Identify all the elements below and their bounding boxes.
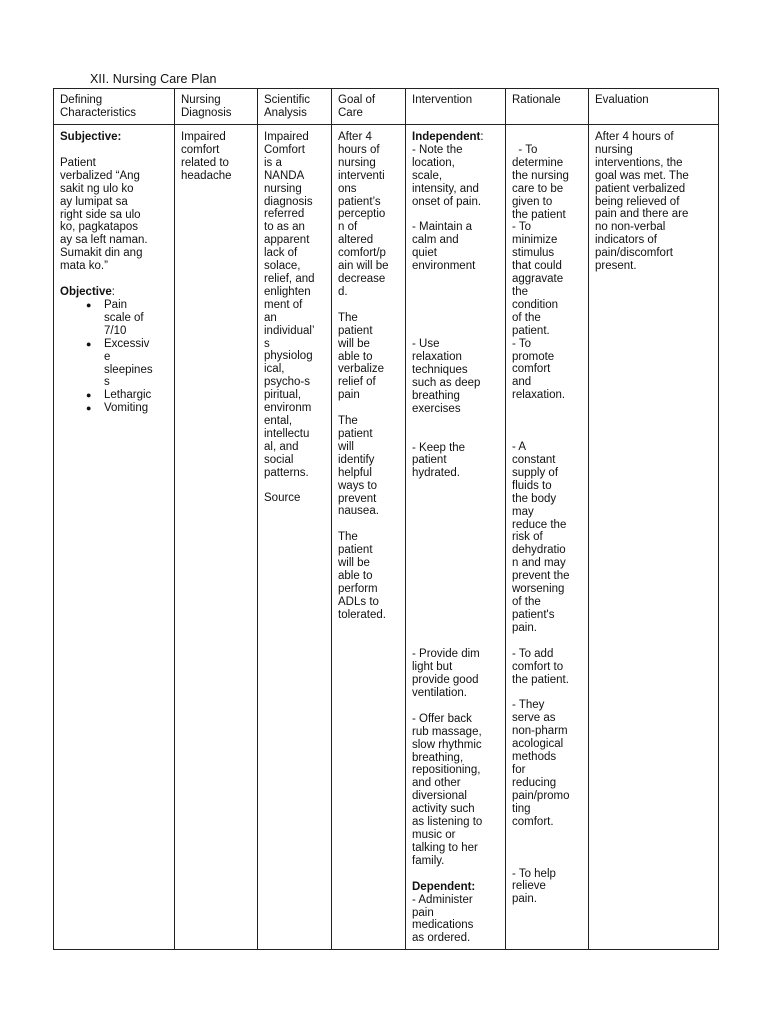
independent-label: Independent bbox=[412, 131, 481, 143]
rationale-item: - They serve as non-pharm acological methods for reducing pain/promo ting comfort. bbox=[512, 699, 570, 828]
independent-colon: : bbox=[480, 131, 484, 143]
analysis-source: Source bbox=[264, 492, 301, 505]
page-heading: XII. Nursing Care Plan bbox=[90, 72, 217, 86]
col-header-rationale: Rationale bbox=[506, 89, 589, 125]
analysis-text: Impaired Comfort is a NANDA nursing diagnosis referred to as an apparent lack of solace, relief, and enlighten ment of an individual’ s physiolog ical, psycho-s piritual, environm ental, intellectu al, and social patterns. bbox=[264, 131, 315, 479]
diagnosis-cell bbox=[175, 125, 258, 950]
goal-item: The patient will identify helpful ways to prevent nausea. bbox=[338, 415, 379, 518]
intervention-item: - Keep the patient hydrated. bbox=[412, 441, 466, 480]
col-header-diagnosis: Nursing Diagnosis bbox=[175, 89, 258, 125]
intervention-cell bbox=[406, 125, 506, 950]
objective-heading bbox=[60, 286, 168, 299]
goal-item: The patient will be able to verbalize relief of pain bbox=[338, 311, 385, 402]
subjective-label: Subjective: bbox=[60, 131, 122, 143]
header-row bbox=[54, 89, 719, 125]
analysis-cell bbox=[258, 125, 332, 950]
independent-heading bbox=[412, 131, 499, 144]
col-header-evaluation: Evaluation bbox=[589, 89, 719, 125]
intervention-item: - Maintain a calm and quiet environment bbox=[412, 221, 476, 273]
col-header-goal: Goal of Care bbox=[332, 89, 406, 125]
col-header-intervention: Intervention bbox=[406, 89, 506, 125]
rationale-item: - To help relieve pain. bbox=[512, 867, 556, 906]
intervention-item: - Note the location, scale, intensity, and onset of pain. bbox=[412, 143, 482, 208]
list-item: ● Excessiv e sleepines s bbox=[60, 338, 168, 390]
goal-item: The patient will be able to perform ADLs to tolerated. bbox=[338, 531, 386, 621]
objective-list bbox=[60, 299, 168, 415]
rationale-item: - To add comfort to the patient. bbox=[512, 647, 569, 686]
nursing-care-plan-table bbox=[53, 88, 719, 950]
subjective-text: Patient verbalized “Ang sakit ng ulo ko ay lumipat sa right side sa ulo ko, pagkatapos ay sa left naman. Sumakit din ang mata ko.” bbox=[60, 156, 148, 273]
table-row bbox=[54, 125, 719, 950]
defining-cell bbox=[54, 125, 175, 950]
rationale-item: - A constant supply of fluids to the body may reduce the risk of dehydratio n and may prevent the worsening of the patient's pain. bbox=[512, 441, 570, 634]
list-item: ● Lethargic bbox=[60, 389, 168, 402]
col-header-analysis: Scientific Analysis bbox=[258, 89, 332, 125]
col-header-defining: Defining Characteristics bbox=[54, 89, 175, 125]
intervention-item: - Offer back rub massage, slow rhythmic breathing, repositioning, and other diversional activity such as listening to music or talking to her family. bbox=[412, 712, 483, 867]
objective-colon: : bbox=[111, 286, 115, 299]
rationale-item: - To promote comfort and relaxation. bbox=[512, 337, 566, 402]
rationale-cell bbox=[506, 125, 589, 950]
goal-item: After 4 hours of nursing interventi ons patient’s perceptio n of altered comfort/p ain will be decrease d. bbox=[338, 131, 389, 298]
evaluation-cell bbox=[589, 125, 719, 950]
rationale-item: - To minimize stimulus that could aggravate the condition of the patient. bbox=[512, 221, 564, 337]
rationale-item: - To determine the nursing care to be given to the patient bbox=[512, 144, 569, 221]
list-item: ● Vomiting bbox=[60, 402, 168, 415]
list-item: ● Pain scale of 7/10 bbox=[60, 299, 168, 338]
diagnosis-text: Impaired comfort related to headache bbox=[181, 131, 232, 182]
intervention-item: - Provide dim light but provide good ventilation. bbox=[412, 648, 480, 699]
objective-label: Objective bbox=[60, 286, 112, 299]
intervention-item: - Administer pain medications as ordered. bbox=[412, 893, 474, 945]
intervention-item: - Use relaxation techniques such as deep breathing exercises bbox=[412, 338, 481, 415]
dependent-label: Dependent: bbox=[412, 880, 476, 893]
evaluation-text: After 4 hours of nursing interventions, the goal was met. The patient verbalized being relieved of pain and there are no non-verbal indicators of pain/discomfort present. bbox=[595, 131, 689, 273]
goal-cell bbox=[332, 125, 406, 950]
